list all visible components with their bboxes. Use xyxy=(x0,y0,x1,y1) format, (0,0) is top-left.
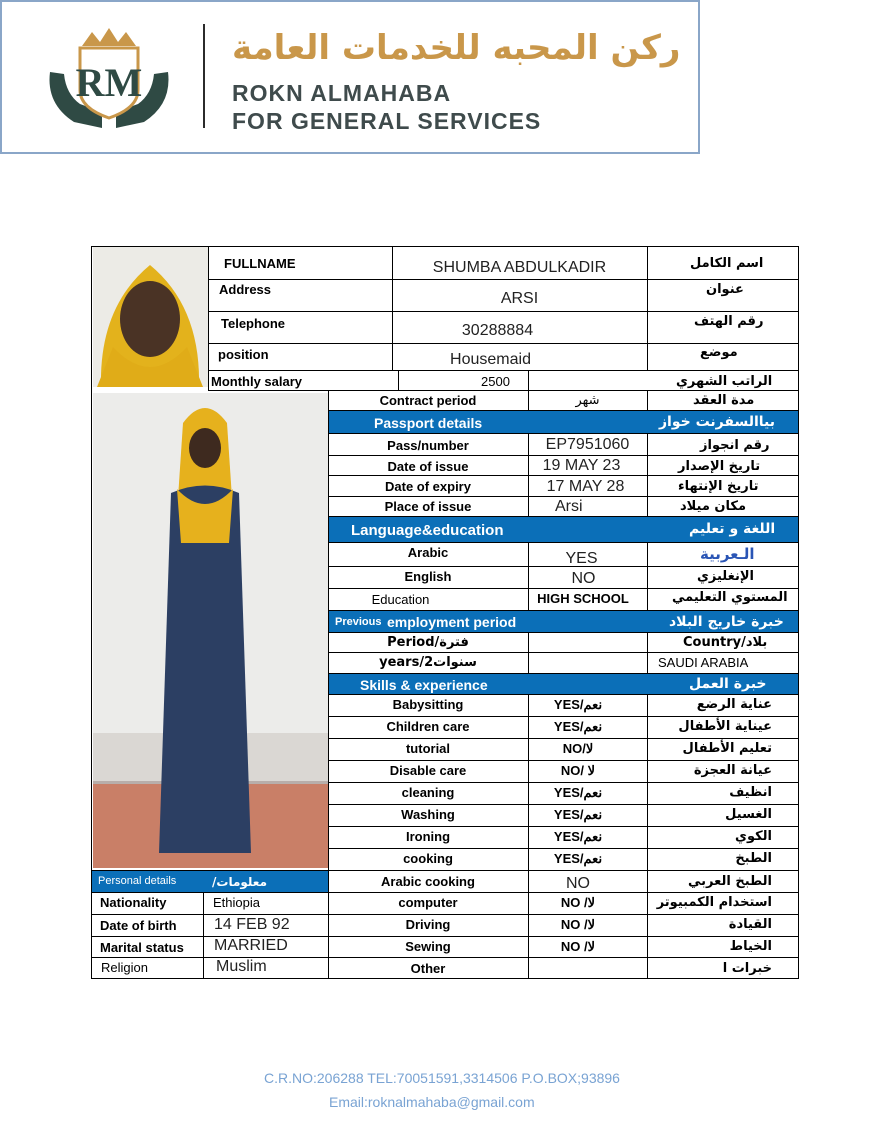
religion-label: Religion xyxy=(101,960,148,975)
skill-arabic: عيانة العجزة xyxy=(693,763,772,778)
english-language-label: English xyxy=(404,569,452,584)
fullname-arabic: اسم الكامل xyxy=(690,256,764,271)
logo-letters: RM xyxy=(75,60,143,105)
skill-arabic: استخدام الكمبيوتر xyxy=(656,895,772,910)
telephone-arabic: رقم الهتف xyxy=(694,314,764,329)
employment-header-label: employment period xyxy=(387,614,517,630)
skill-label: Ironing xyxy=(405,829,451,844)
skill-label: Washing xyxy=(401,807,455,822)
place-of-issue-arabic: مكان ميلاد xyxy=(680,499,747,514)
passport-header-label: Passport details xyxy=(374,415,483,431)
personal-header-label: Personal details xyxy=(98,875,177,887)
skill-arabic: عيناية الأطفال xyxy=(678,719,772,734)
contract-label: Contract period xyxy=(379,393,477,408)
skill-value: NO xyxy=(566,875,590,892)
education-arabic: المستوي التعليمي xyxy=(672,590,788,605)
skill-label: Driving xyxy=(405,917,451,932)
position-arabic: موضع xyxy=(700,345,738,360)
personal-header xyxy=(92,871,328,892)
marital-label: Marital status xyxy=(100,940,184,955)
skill-arabic: تعليم الأطفال xyxy=(682,741,772,756)
passport-header xyxy=(329,411,798,433)
company-name-line1: ROKN ALMAHABA xyxy=(232,80,452,106)
skill-label: Sewing xyxy=(405,939,451,954)
skill-value: NO/لا xyxy=(562,741,594,756)
footer-contact: C.R.NO:206288 TEL:70051591,3314506 P.O.BOX;93896 xyxy=(264,1070,620,1086)
arabic-language-arabic: الـعربية xyxy=(700,545,755,563)
salary-label: Monthly salary xyxy=(211,374,303,389)
skill-arabic: انظيف xyxy=(729,785,772,800)
language-header xyxy=(329,517,798,542)
skill-value: NO /لا xyxy=(560,895,596,910)
contract-value: شهر xyxy=(575,393,600,408)
skill-arabic: الطبخ xyxy=(735,851,772,866)
portrait-photo xyxy=(93,247,208,387)
company-logo xyxy=(44,24,174,136)
skills-header-label: Skills & experience xyxy=(360,677,488,693)
skill-arabic: الكوي xyxy=(735,829,772,844)
passport-header-arabic: بياالسفرنت خواز xyxy=(659,414,775,430)
skill-arabic: الطبخ العربي xyxy=(688,874,772,889)
company-name-line2: FOR GENERAL SERVICES xyxy=(232,108,542,134)
skill-arabic: الخياط xyxy=(729,939,772,954)
skill-label: Children care xyxy=(386,719,470,734)
arabic-language-value: YES xyxy=(565,550,598,567)
english-language-value: NO xyxy=(571,570,596,587)
address-value: ARSI xyxy=(500,290,539,307)
skill-arabic: خبرات ا xyxy=(722,961,772,976)
expiry-date-arabic: تاريخ الإنتهاء xyxy=(678,479,759,494)
issue-date-arabic: تاريخ الإصدار xyxy=(678,459,761,474)
full-body-photo xyxy=(93,393,328,868)
employment-header-arabic: خبرة خاريج البلاد xyxy=(669,614,784,630)
skills-header-arabic: خبرة العمل xyxy=(689,676,767,692)
employment-header xyxy=(329,611,798,632)
language-header-label: Language&education xyxy=(351,522,504,539)
language-header-arabic: اللغة و تعليم xyxy=(689,521,776,537)
company-arabic-name: ركن المحبه للخدمات العامة xyxy=(232,28,681,68)
skill-label: Other xyxy=(410,961,446,976)
address-arabic: عنوان xyxy=(706,282,744,297)
skills-header xyxy=(329,674,798,694)
salary-arabic: الراتب الشهري xyxy=(676,374,773,389)
skill-arabic: عناية الرضع xyxy=(696,697,772,712)
position-value: Housemaid xyxy=(450,351,531,368)
issue-date-label: Date of issue xyxy=(387,459,469,474)
religion-value: Muslim xyxy=(216,958,267,975)
passport-number-arabic: رقم انجواز xyxy=(700,438,770,453)
skill-label: cooking xyxy=(403,851,453,866)
personal-header-arabic: /معلومات xyxy=(212,875,268,889)
employment-header-prefix: Previous xyxy=(335,616,382,628)
contract-arabic: مدة العقد xyxy=(693,393,755,408)
expiry-date-value: 17 MAY 28 xyxy=(546,478,625,495)
nationality-label: Nationality xyxy=(100,895,167,910)
telephone-label: Telephone xyxy=(221,316,286,331)
banner-divider xyxy=(203,24,205,128)
skill-value: YES/نعم xyxy=(553,697,603,712)
nationality-value: Ethiopia xyxy=(213,895,260,910)
skill-value: NO /لا xyxy=(560,939,596,954)
fullname-label: FULLNAME xyxy=(224,256,296,271)
skill-value: YES/نعم xyxy=(553,851,603,866)
marital-value: MARRIED xyxy=(214,937,288,954)
place-of-issue-label: Place of issue xyxy=(384,499,472,514)
footer-email: Email:roknalmahaba@gmail.com xyxy=(329,1094,535,1110)
skill-label: tutorial xyxy=(405,741,451,756)
issue-date-value: 19 MAY 23 xyxy=(542,457,621,474)
years-value: years/سنوات2 xyxy=(379,655,477,670)
skill-arabic: الغسيل xyxy=(725,807,772,822)
education-label: Education xyxy=(371,592,430,607)
dob-label: Date of birth xyxy=(100,918,177,933)
skill-label: cleaning xyxy=(401,785,455,800)
skill-value: NO /لا xyxy=(560,917,596,932)
country-value: SAUDI ARABIA xyxy=(658,655,749,670)
skill-value: YES/نعم xyxy=(553,829,603,844)
telephone-value: 30288884 xyxy=(461,322,534,339)
passport-number-label: Pass/number xyxy=(387,438,469,453)
education-value: HIGH SCHOOL xyxy=(537,591,629,606)
period-label: Period/فترة xyxy=(387,635,469,650)
position-label: position xyxy=(218,347,269,362)
skill-label: computer xyxy=(398,895,458,910)
skill-value: YES/نعم xyxy=(553,807,603,822)
country-label: Country/بلاد xyxy=(683,635,768,650)
place-of-issue-value: Arsi xyxy=(555,498,583,515)
arabic-language-label: Arabic xyxy=(407,545,449,560)
skill-label: Disable care xyxy=(389,763,467,778)
address-label: Address xyxy=(219,282,272,297)
skill-value: YES/نعم xyxy=(553,785,603,800)
salary-value: 2500 xyxy=(481,374,510,389)
english-language-arabic: الإنغليزي xyxy=(697,569,754,584)
dob-value: 14 FEB 92 xyxy=(214,916,290,933)
skill-value: YES/نعم xyxy=(553,719,603,734)
fullname-value: SHUMBA ABDULKADIR xyxy=(432,259,607,276)
company-banner xyxy=(0,0,700,154)
skill-arabic: القيادة xyxy=(728,917,772,932)
passport-number-value: EP7951060 xyxy=(545,436,630,453)
skill-label: Babysitting xyxy=(392,697,464,712)
skill-value: NO/ لا xyxy=(560,763,596,778)
skill-label: Arabic cooking xyxy=(381,874,475,889)
expiry-date-label: Date of expiry xyxy=(385,479,471,494)
